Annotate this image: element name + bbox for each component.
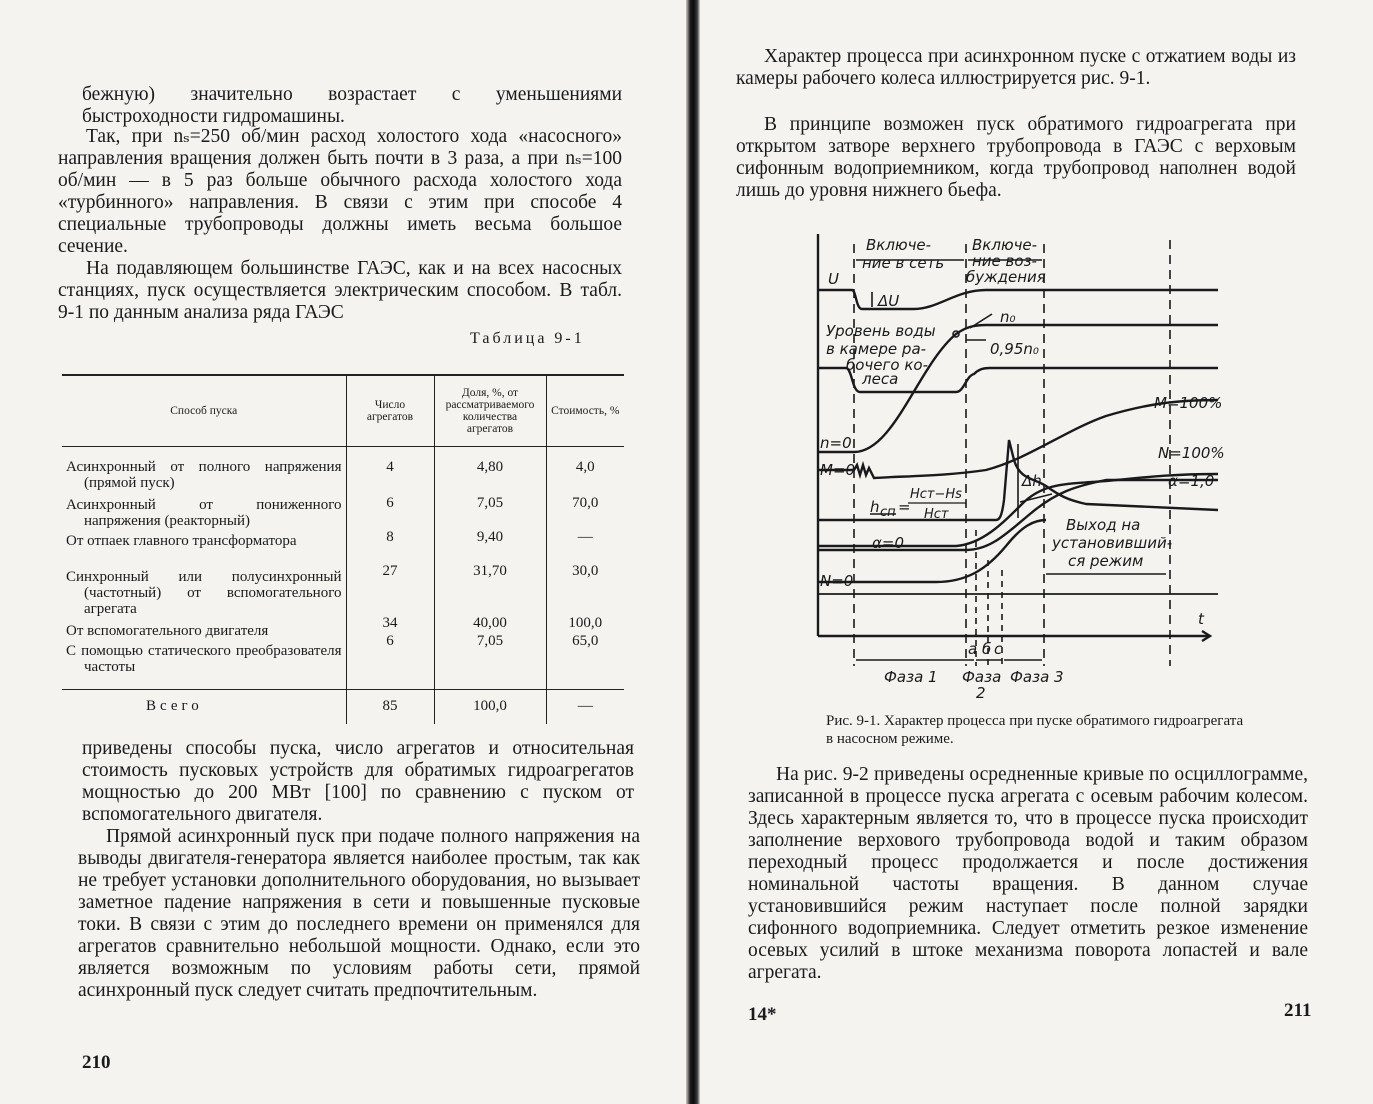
table-cell-share: 9,40 <box>476 529 504 545</box>
table-cell-count: 27 <box>382 563 398 579</box>
page-number-right: 211 <box>1284 1000 1312 1021</box>
label-delta-h: Δh <box>1022 472 1042 490</box>
label-a: а <box>968 640 978 658</box>
table-cell-count: 4 <box>386 459 394 475</box>
table-cell-method: Асинхронный от полного напряжения (прямой пуск) <box>66 459 342 491</box>
table-cell-cost: 65,0 <box>572 633 599 649</box>
label-exit-1: Выход на <box>1066 516 1141 534</box>
paragraph-6: Характер процесса при асинхронном пуске с отжатием воды из камеры рабочего колеса иллюстрируется рис. 9-1. <box>736 46 1296 89</box>
table-cell-count: 6 <box>386 633 394 649</box>
label-delta-U: ΔU <box>878 292 900 310</box>
table-cell-cost: 100,0 <box>568 615 603 631</box>
label-phase1: Фаза 1 <box>884 668 938 686</box>
paragraph-1: бежную) значительно возрастает с уменьшениями быстроходности гидромашины. <box>82 84 622 127</box>
table-cell-share: 7,05 <box>476 633 504 649</box>
table-cell-method: Асинхронный от пониженного напряжения (реакторный) <box>66 497 342 529</box>
total-share: 100,0 <box>434 690 546 725</box>
label-water-2: в камере ра- <box>826 340 927 358</box>
label-phase3: Фаза 3 <box>1010 668 1064 686</box>
label-n0: n₀ <box>1000 308 1016 326</box>
label-hsp-sub: сп <box>880 505 896 520</box>
table-cell-method: С помощью статического преобразователя частоты <box>66 643 342 675</box>
label-exit-3: ся режим <box>1068 552 1144 570</box>
label-alpha0: α=0 <box>872 534 904 552</box>
header-cost: Стоимость, % <box>546 375 624 447</box>
label-incl-exc-3: буждения <box>966 268 1046 286</box>
label-c: с <box>994 640 1003 658</box>
signature-mark: 14* <box>748 1004 777 1025</box>
total-cost: — <box>546 690 624 725</box>
table-cell-method: От отпаек главного трансформатора <box>66 533 297 549</box>
header-share: Доля, %, от рассматриваемого количества агрегатов <box>434 375 546 447</box>
count-column <box>346 447 434 690</box>
share-column <box>434 447 546 690</box>
table-cell-share: 40,00 <box>473 615 507 631</box>
total-label: Всего <box>62 690 346 725</box>
table-cell-method: От вспомогательного двигателя <box>66 623 269 639</box>
label-water-4: леса <box>862 370 899 388</box>
label-hsp-num: Hст−Hs <box>910 487 962 502</box>
table-title: Таблица 9-1 <box>470 330 585 347</box>
page-number-left: 210 <box>82 1052 111 1073</box>
label-M100: M=100% <box>1154 394 1223 412</box>
table-cell-cost: — <box>577 529 593 545</box>
paragraph-8: На рис. 9-2 приведены осредненные кривые по осциллограмме, записанной в процессе пуска агрегата с осевым рабочим колесом. Здесь характерным является то, что в процессе пуска происходит заполнение верхового трубопровода водой и таким образом переходный процесс продолжается и после достижения номинальной частоты вращения. В данном случае установившийся режим наступает после полной зарядки сифонного водоприемника. Следует отметить резкое изменение осевых усилий в штоке механизма поворота лопастей и вале агрегата. <box>748 764 1308 983</box>
figure-9-1 <box>806 230 1226 710</box>
label-incl-exc-2: ние воз- <box>972 252 1037 270</box>
label-hsp: h <box>870 498 880 516</box>
paragraph-3: На подавляющем большинстве ГАЭС, как и на всех насосных станциях, пуск осуществляется электрическим способом. В табл. 9-1 по данным анализа ряда ГАЭС <box>58 258 622 323</box>
figure-caption: Рис. 9-1. Характер процесса при пуске обратимого гидроагрегата в насосном режиме. <box>826 713 1244 747</box>
table-body <box>62 447 624 690</box>
table-cell-method: Синхронный или полусинхронный (частотный) от вспомогательного агрегата <box>66 569 342 617</box>
label-N-zero: N=0 <box>820 572 854 590</box>
left-page <box>0 0 686 1104</box>
table-cell-count: 6 <box>386 495 394 511</box>
book-spine <box>686 0 700 1104</box>
label-b: б <box>982 640 992 658</box>
table-cell-share: 7,05 <box>476 495 504 511</box>
table-cell-share: 4,80 <box>476 459 504 475</box>
paragraph-4: приведены способы пуска, число агрегатов и относительная стоимость пусковых устройств для обратимых гидроагрегатов мощностью до 200 МВт [100] по сравнению с пуском от вспомогательного двигателя. <box>82 738 634 825</box>
label-M-zero: M=0 <box>820 461 856 479</box>
label-incl-net-2: ние в сеть <box>862 254 945 272</box>
label-phase2a: Фаза <box>962 668 1002 686</box>
table-cell-cost: 70,0 <box>572 495 599 511</box>
label-n-zero: n=0 <box>820 434 852 452</box>
paragraph-5: Прямой асинхронный пуск при подаче полного напряжения на выводы двигателя-генератора является наиболее простым, так как не требует установки дополнительного оборудования, но вызывает заметное падение напряжения в сети и повышенные пусковые токи. В связи с этим до последнего времени он применялся для агрегатов сравнительно небольшой мощности. Однако, если это является возможным по условиям работы сети, прямой асинхронный пуск следует считать предпочтительным. <box>78 826 640 1001</box>
paragraph-7: В принципе возможен пуск обратимого гидроагрегата при открытом затворе верхнего трубопровода в ГАЭС с верховым сифонным водоприемником, когда трубопровод наполнен водой лишь до уровня нижнего бьефа. <box>736 114 1296 201</box>
label-phase2b: 2 <box>976 684 986 702</box>
label-alpha1: α=1,0 <box>1168 472 1215 490</box>
label-incl-net-1: Включе- <box>866 236 932 254</box>
table-cell-count: 8 <box>386 529 394 545</box>
paragraph-2: Так, при nₛ=250 об/мин расход холостого хода «насосного» направления вращения должен быть почти в 3 раза, а при nₛ=100 об/мин — в 5 раз больше обычного расхода холостого хода «турбинного» направления. В связи с этим при способе 4 специальные трубопроводы должны иметь весьма большое сечение. <box>58 126 622 257</box>
label-N100: N=100% <box>1158 444 1225 462</box>
table-cell-cost: 30,0 <box>572 563 599 579</box>
label-U: U <box>828 270 839 288</box>
label-hsp-den: Hст <box>924 507 949 522</box>
label-water-1: Уровень воды <box>826 322 936 340</box>
label-water-3: бочего ко- <box>846 356 928 374</box>
table-header-row <box>62 375 624 447</box>
table-cell-count: 34 <box>382 615 398 631</box>
header-method: Способ пуска <box>62 375 346 447</box>
table-total-row <box>62 690 624 725</box>
cost-column <box>546 447 624 690</box>
label-t: t <box>1198 610 1204 628</box>
total-count: 85 <box>346 690 434 725</box>
label-exit-2: установивший- <box>1052 534 1173 552</box>
label-095n0: 0,95n₀ <box>990 340 1039 358</box>
table-cell-cost: 4,0 <box>575 459 595 475</box>
label-hsp-eq: = <box>898 498 911 516</box>
label-incl-exc-1: Включе- <box>972 236 1038 254</box>
table-9-1 <box>62 374 624 724</box>
method-column <box>62 447 346 690</box>
table-cell-share: 31,70 <box>473 563 507 579</box>
header-count: Число агрегатов <box>346 375 434 447</box>
